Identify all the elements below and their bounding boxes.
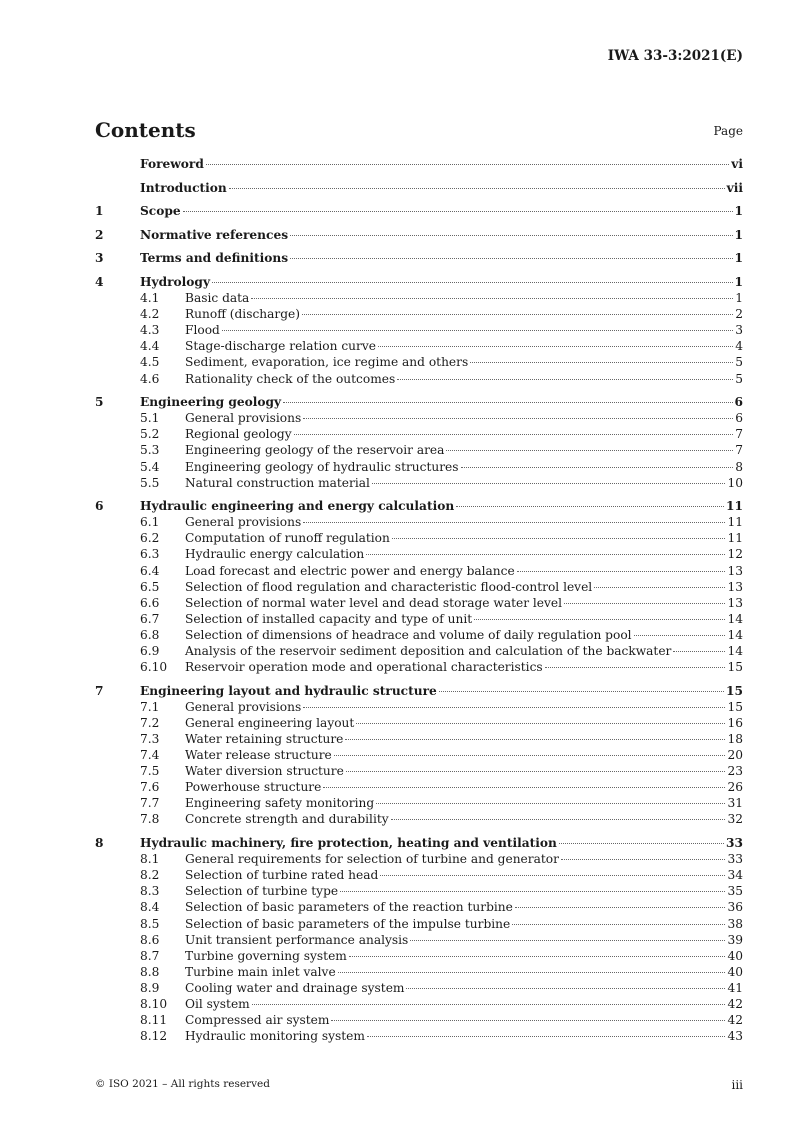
dot-leader bbox=[517, 571, 726, 572]
toc-entry-page: 11 bbox=[726, 499, 743, 514]
toc-entry-title: Selection of dimensions of headrace and volume of daily regulation pool bbox=[185, 627, 632, 642]
toc-entry-number: 8.6 bbox=[140, 932, 160, 947]
toc-entry[interactable] bbox=[95, 763, 743, 779]
toc-entry[interactable] bbox=[95, 595, 743, 611]
toc-entry[interactable] bbox=[95, 530, 743, 546]
toc-entry-page: 4 bbox=[735, 339, 743, 354]
toc-entry[interactable] bbox=[95, 498, 743, 514]
toc-entry-page: 2 bbox=[735, 307, 743, 322]
toc-entry[interactable] bbox=[95, 475, 743, 491]
toc-entry-page: 1 bbox=[734, 251, 743, 266]
toc-entry-number: 5.5 bbox=[140, 475, 160, 490]
toc-entry-title: Selection of basic parameters of the impulse turbine bbox=[185, 916, 511, 931]
toc-entry-page: 8 bbox=[735, 459, 743, 474]
toc-entry-title: Hydraulic engineering and energy calculation bbox=[140, 499, 455, 514]
toc-entry-number: 7 bbox=[95, 683, 104, 698]
dot-leader bbox=[294, 434, 734, 435]
toc-entry-title: General engineering layout bbox=[185, 715, 355, 730]
dot-leader bbox=[474, 619, 725, 620]
toc-entry-number: 8.5 bbox=[140, 916, 160, 931]
toc-entry[interactable] bbox=[95, 180, 743, 196]
toc-entry-title: Basic data bbox=[185, 291, 250, 306]
toc-entry-number: 2 bbox=[95, 227, 104, 242]
toc-entry[interactable] bbox=[95, 371, 743, 387]
toc-entry-title: Reservoir operation mode and operational characteristics bbox=[185, 660, 543, 675]
toc-entry-page: 32 bbox=[727, 812, 743, 827]
toc-entry-title: Rationality check of the outcomes bbox=[185, 371, 396, 386]
toc-entry-page: 5 bbox=[735, 371, 743, 386]
toc-entry[interactable] bbox=[95, 290, 743, 306]
toc-entry-title: Oil system bbox=[185, 997, 250, 1011]
toc-entry-number: 5 bbox=[95, 395, 104, 410]
toc-entry-number: 6.6 bbox=[140, 595, 160, 610]
toc-entry-title: General provisions bbox=[185, 515, 302, 530]
toc-entry-title: Water retaining structure bbox=[185, 732, 344, 746]
toc-entry-number: 6.4 bbox=[140, 563, 160, 578]
toc-entry-title: Concrete strength and durability bbox=[185, 812, 389, 827]
toc-entry[interactable] bbox=[95, 980, 743, 996]
dot-leader bbox=[594, 587, 725, 588]
toc-entry-title: Computation of runoff regulation bbox=[185, 531, 390, 546]
toc-entry-title: Flood bbox=[185, 323, 220, 338]
toc-entry[interactable] bbox=[95, 996, 743, 1012]
dot-leader bbox=[349, 956, 726, 957]
toc-entry[interactable] bbox=[95, 932, 743, 948]
toc-entry-number: 4.6 bbox=[140, 371, 160, 386]
toc-entry-title: Selection of turbine rated head bbox=[185, 868, 379, 883]
toc-entry[interactable] bbox=[95, 715, 743, 731]
toc-entry-title: Hydrology bbox=[140, 274, 211, 289]
dot-leader bbox=[323, 787, 725, 788]
toc-entry-page: 1 bbox=[734, 274, 743, 289]
toc-entry-number: 6.3 bbox=[140, 547, 160, 562]
toc-entry-number: 8.8 bbox=[140, 964, 160, 979]
dot-leader bbox=[378, 346, 733, 347]
toc-entry-number: 6 bbox=[95, 499, 104, 514]
toc-entry-title: Engineering layout and hydraulic structure bbox=[140, 683, 437, 698]
toc-entry-page: 1 bbox=[734, 204, 743, 219]
toc-entry[interactable] bbox=[95, 851, 743, 867]
toc-entry-number: 8.10 bbox=[140, 997, 168, 1011]
toc-entry-title: Engineering geology of the reservoir area bbox=[185, 443, 445, 458]
toc-entry-page: 18 bbox=[727, 732, 743, 746]
toc-entry[interactable] bbox=[95, 683, 743, 699]
toc-entry-number: 7.1 bbox=[140, 699, 160, 714]
toc-entry-page: vii bbox=[726, 180, 743, 195]
toc-entry[interactable] bbox=[95, 731, 743, 747]
toc-entry-page: 40 bbox=[727, 964, 743, 979]
toc-entry-title: Turbine governing system bbox=[185, 948, 347, 963]
toc-entry-page: 13 bbox=[727, 595, 743, 610]
toc-entry-page: 1 bbox=[735, 291, 743, 306]
toc-entry[interactable] bbox=[95, 426, 743, 442]
toc-entry[interactable] bbox=[95, 699, 743, 715]
toc-entry-page: 38 bbox=[727, 916, 743, 931]
toc-entry-title: Unit transient performance analysis bbox=[185, 932, 409, 947]
toc-entry-page: 14 bbox=[727, 627, 743, 642]
dot-leader bbox=[545, 667, 726, 668]
toc-entry-page: 33 bbox=[727, 852, 743, 867]
toc-entry-page: 12 bbox=[727, 547, 743, 562]
dot-leader bbox=[410, 940, 725, 941]
toc-entry-page: 13 bbox=[727, 579, 743, 594]
dot-leader bbox=[303, 707, 725, 708]
dot-leader bbox=[372, 483, 726, 484]
toc-entry-number: 4.5 bbox=[140, 355, 160, 370]
toc-entry[interactable] bbox=[95, 795, 743, 811]
dot-leader bbox=[439, 691, 724, 692]
toc-entry-title: Powerhouse structure bbox=[185, 780, 322, 795]
toc-entry-page: 39 bbox=[727, 932, 743, 947]
document-id: IWA 33-3:2021(E) bbox=[607, 48, 743, 64]
toc-entry[interactable] bbox=[95, 867, 743, 883]
dot-leader bbox=[334, 755, 726, 756]
toc-entry-number: 4.3 bbox=[140, 323, 160, 338]
toc-entry[interactable] bbox=[95, 442, 743, 458]
toc-entry[interactable] bbox=[95, 747, 743, 763]
toc-entry[interactable] bbox=[95, 779, 743, 795]
toc-entry-title: Selection of turbine type bbox=[185, 884, 339, 899]
toc-entry-number: 8.11 bbox=[140, 1013, 168, 1028]
toc-entry[interactable] bbox=[95, 227, 743, 243]
toc-entry-title: Turbine main inlet valve bbox=[185, 964, 336, 979]
toc-entry-title: Hydraulic energy calculation bbox=[185, 547, 365, 562]
page-number: iii bbox=[731, 1078, 743, 1092]
toc-entry-title: Hydraulic machinery, fire protection, heating and ventilation bbox=[140, 836, 557, 851]
toc-entry-page: 42 bbox=[727, 1013, 743, 1028]
toc-entry-title: Stage-discharge relation curve bbox=[185, 339, 376, 354]
toc-entry-title: Runoff (discharge) bbox=[185, 307, 300, 322]
dot-leader bbox=[456, 506, 724, 507]
toc-entry[interactable] bbox=[95, 916, 743, 932]
toc-entry[interactable] bbox=[95, 546, 743, 562]
toc-entry[interactable] bbox=[95, 410, 743, 426]
toc-entry[interactable] bbox=[95, 394, 743, 410]
toc-entry-title: Analysis of the reservoir sediment deposition and calculation of the backwater bbox=[185, 644, 672, 659]
dot-leader bbox=[673, 651, 725, 652]
toc-entry-number: 3 bbox=[95, 251, 104, 266]
toc-entry-page: 34 bbox=[727, 868, 743, 883]
toc-entry-number: 5.2 bbox=[140, 427, 160, 442]
dot-leader bbox=[283, 402, 732, 403]
page-column-label: Page bbox=[713, 124, 743, 138]
toc-entry-page: 26 bbox=[727, 780, 743, 795]
toc-entry[interactable] bbox=[95, 1012, 743, 1028]
dot-leader bbox=[346, 771, 726, 772]
toc-entry[interactable] bbox=[95, 354, 743, 370]
toc-entry-title: Sediment, evaporation, ice regime and others bbox=[185, 355, 469, 370]
toc-entry-page: 14 bbox=[727, 611, 743, 626]
toc-entry-number: 7.2 bbox=[140, 715, 160, 730]
toc-entry-number: 1 bbox=[95, 204, 104, 219]
dot-leader bbox=[380, 875, 725, 876]
dot-leader bbox=[252, 1004, 726, 1005]
toc-entry[interactable] bbox=[95, 964, 743, 980]
toc-entry-page: 40 bbox=[727, 948, 743, 963]
contents-header bbox=[95, 112, 743, 142]
toc-entry-number: 6.8 bbox=[140, 627, 160, 642]
toc-entry-page: 5 bbox=[735, 355, 743, 370]
dot-leader bbox=[303, 522, 725, 523]
dot-leader bbox=[251, 298, 733, 299]
toc-entry[interactable] bbox=[95, 306, 743, 322]
toc-entry-title: Compressed air system bbox=[185, 1013, 330, 1028]
toc-entry-number: 6.5 bbox=[140, 579, 160, 594]
toc-entry-page: 16 bbox=[727, 715, 743, 730]
toc-entry-page: 23 bbox=[727, 764, 743, 779]
dot-leader bbox=[367, 1036, 726, 1037]
toc-entry-number: 7.5 bbox=[140, 764, 160, 779]
toc-entry-page: 6 bbox=[734, 395, 743, 410]
toc-entry-page: 20 bbox=[727, 748, 743, 763]
toc-entry-page: 42 bbox=[727, 997, 743, 1011]
toc-entry-title: General provisions bbox=[185, 411, 302, 426]
dot-leader bbox=[340, 891, 725, 892]
toc-entry-number: 6.2 bbox=[140, 531, 160, 546]
toc-entry-number: 6.9 bbox=[140, 644, 160, 659]
toc-entry-title: Introduction bbox=[140, 180, 227, 195]
toc-entry-number: 4 bbox=[95, 274, 104, 289]
dot-leader bbox=[290, 258, 732, 259]
toc-entry-page: 6 bbox=[735, 411, 743, 426]
dot-leader bbox=[392, 538, 726, 539]
toc-entry[interactable] bbox=[95, 156, 743, 172]
toc-entry[interactable] bbox=[95, 338, 743, 354]
dot-leader bbox=[338, 972, 726, 973]
dot-leader bbox=[515, 907, 726, 908]
toc-entry-page: 43 bbox=[727, 1029, 743, 1044]
toc-entry-page: 33 bbox=[726, 836, 743, 851]
toc-entry-number: 4.4 bbox=[140, 339, 160, 354]
toc-entry-title: General requirements for selection of turbine and generator bbox=[185, 852, 559, 867]
dot-leader bbox=[345, 739, 725, 740]
toc-entry-number: 8.3 bbox=[140, 884, 160, 899]
copyright-notice: © ISO 2021 – All rights reserved bbox=[95, 1078, 270, 1090]
toc-entry-number: 8.9 bbox=[140, 980, 160, 995]
toc-entry[interactable] bbox=[95, 1028, 743, 1044]
dot-leader bbox=[229, 188, 725, 189]
dot-leader bbox=[406, 988, 725, 989]
toc-entry-title: Engineering geology bbox=[140, 395, 282, 410]
toc-entry-title: Terms and definitions bbox=[140, 251, 289, 266]
toc-entry[interactable] bbox=[95, 322, 743, 338]
page-title: Contents bbox=[95, 118, 196, 142]
toc-entry-title: Cooling water and drainage system bbox=[185, 980, 405, 995]
toc-entry-title: Foreword bbox=[140, 157, 204, 171]
toc-entry-page: 11 bbox=[727, 531, 743, 546]
toc-entry-title: Engineering geology of hydraulic structures bbox=[185, 459, 459, 474]
toc-entry[interactable] bbox=[95, 274, 743, 290]
toc-entry-page: 3 bbox=[735, 323, 743, 338]
dot-leader bbox=[446, 450, 733, 451]
toc-entry-page: 41 bbox=[727, 980, 743, 995]
toc-entry[interactable] bbox=[95, 899, 743, 915]
dot-leader bbox=[634, 635, 726, 636]
toc-entry-page: 15 bbox=[727, 699, 743, 714]
toc-entry[interactable] bbox=[95, 948, 743, 964]
dot-leader bbox=[366, 554, 725, 555]
toc-entry-number: 7.6 bbox=[140, 780, 160, 795]
toc-entry-number: 4.1 bbox=[140, 291, 160, 306]
toc-entry[interactable] bbox=[95, 811, 743, 827]
toc-entry-page: 15 bbox=[727, 660, 743, 675]
dot-leader bbox=[222, 330, 733, 331]
toc-entry-number: 8.7 bbox=[140, 948, 160, 963]
toc-entry[interactable] bbox=[95, 835, 743, 851]
dot-leader bbox=[391, 819, 726, 820]
toc-entry-title: Water diversion structure bbox=[185, 764, 344, 779]
toc-entry-page: 36 bbox=[727, 900, 743, 915]
toc-entry-number: 8.1 bbox=[140, 852, 160, 867]
dot-leader bbox=[461, 467, 734, 468]
toc-entry-number: 8 bbox=[95, 836, 104, 851]
toc-entry-number: 8.2 bbox=[140, 868, 160, 883]
toc-entry-title: Engineering safety monitoring bbox=[185, 796, 375, 811]
toc-entry-title: Water release structure bbox=[185, 748, 332, 763]
toc-entry-number: 8.4 bbox=[140, 900, 160, 915]
toc-entry-page: 10 bbox=[727, 475, 743, 490]
toc-entry-page: 13 bbox=[727, 563, 743, 578]
toc-entry-title: Selection of installed capacity and type of unit bbox=[185, 611, 473, 626]
toc-entry-title: Selection of normal water level and dead storage water level bbox=[185, 595, 563, 610]
toc-entry-title: Hydraulic monitoring system bbox=[185, 1029, 365, 1044]
toc-entry[interactable] bbox=[95, 514, 743, 530]
dot-leader bbox=[206, 164, 729, 165]
toc-entry-page: 11 bbox=[727, 515, 743, 530]
toc-entry-page: 1 bbox=[734, 227, 743, 242]
toc-entry-title: Scope bbox=[140, 204, 181, 219]
toc-entry-title: Natural construction material bbox=[185, 475, 370, 490]
toc-entry[interactable] bbox=[95, 883, 743, 899]
dot-leader bbox=[331, 1020, 725, 1021]
toc-entry-number: 7.8 bbox=[140, 812, 160, 827]
toc-entry-page: 14 bbox=[727, 644, 743, 659]
dot-leader bbox=[376, 803, 725, 804]
dot-leader bbox=[212, 282, 732, 283]
toc-entry-title: General provisions bbox=[185, 699, 302, 714]
toc-entry-page: 7 bbox=[735, 443, 743, 458]
toc-entry-number: 8.12 bbox=[140, 1029, 168, 1044]
toc-entry-page: 31 bbox=[727, 796, 743, 811]
toc-entry[interactable] bbox=[95, 203, 743, 219]
toc-entry[interactable] bbox=[95, 579, 743, 595]
toc-entry[interactable] bbox=[95, 659, 743, 675]
dot-leader bbox=[303, 418, 733, 419]
toc-entry-number: 6.1 bbox=[140, 515, 160, 530]
toc-entry[interactable] bbox=[95, 627, 743, 643]
toc-entry-title: Normative references bbox=[140, 227, 289, 242]
toc-entry-number: 6.7 bbox=[140, 611, 160, 626]
toc-entry-title: Selection of basic parameters of the reaction turbine bbox=[185, 900, 513, 915]
dot-leader bbox=[512, 924, 725, 925]
dot-leader bbox=[397, 379, 733, 380]
toc-entry-page: 15 bbox=[726, 683, 743, 698]
dot-leader bbox=[302, 314, 733, 315]
table-of-contents bbox=[95, 156, 743, 1044]
toc-entry-number: 7.3 bbox=[140, 732, 160, 746]
toc-entry-number: 7.4 bbox=[140, 748, 160, 763]
toc-entry-page: 7 bbox=[735, 427, 743, 442]
dot-leader bbox=[559, 843, 724, 844]
toc-entry-number: 5.4 bbox=[140, 459, 160, 474]
toc-entry-page: vi bbox=[731, 157, 743, 171]
toc-entry-page: 35 bbox=[727, 884, 743, 899]
toc-entry[interactable] bbox=[95, 250, 743, 266]
toc-entry[interactable] bbox=[95, 643, 743, 659]
toc-entry[interactable] bbox=[95, 611, 743, 627]
dot-leader bbox=[183, 211, 733, 212]
dot-leader bbox=[356, 723, 725, 724]
toc-entry-title: Selection of flood regulation and characteristic flood-control level bbox=[185, 579, 593, 594]
toc-entry-title: Regional geology bbox=[185, 427, 292, 442]
toc-entry-number: 4.2 bbox=[140, 307, 160, 322]
toc-entry-number: 5.3 bbox=[140, 443, 160, 458]
dot-leader bbox=[564, 603, 725, 604]
toc-entry-title: Load forecast and electric power and energy balance bbox=[185, 563, 515, 578]
toc-entry-number: 5.1 bbox=[140, 411, 160, 426]
toc-entry-number: 7.7 bbox=[140, 796, 160, 811]
dot-leader bbox=[290, 235, 732, 236]
dot-leader bbox=[561, 859, 726, 860]
toc-entry[interactable] bbox=[95, 459, 743, 475]
toc-entry[interactable] bbox=[95, 563, 743, 579]
dot-leader bbox=[470, 362, 733, 363]
toc-entry-number: 6.10 bbox=[140, 660, 168, 675]
